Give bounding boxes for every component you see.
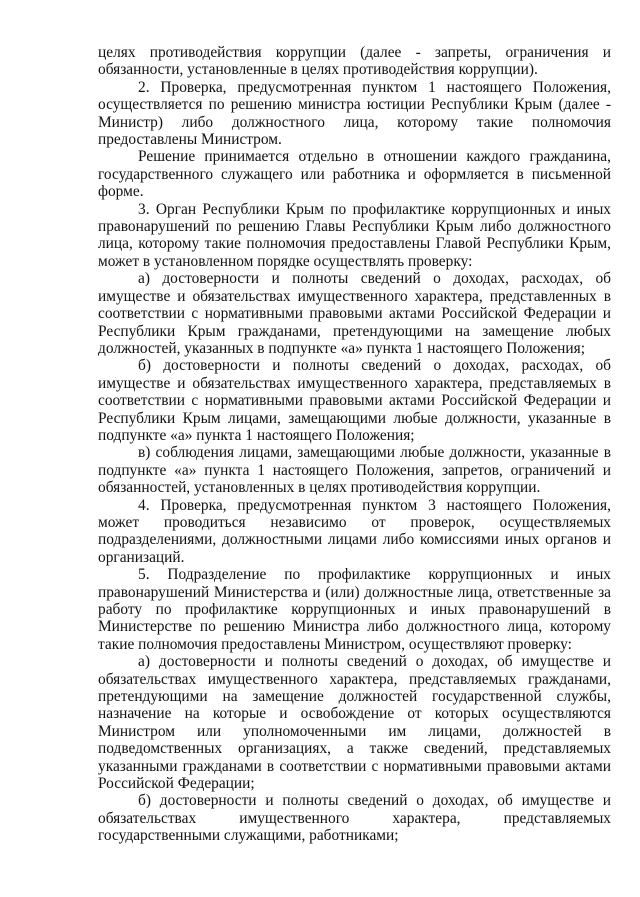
paragraph-item-3b: б) достоверности и полноты сведений о доходах, расходах, об имуществе и обязательствах имущественного характера, представляемых в соответствии с нормативными правовыми актами Российской Федерации и Республики Крым лицами, замещающими любые должности, указанные в подпункте «а» пункта 1 настоящего Положения; <box>98 357 611 444</box>
document-page <box>98 44 611 845</box>
paragraph-item-3a: а) достоверности и полноты сведений о доходах, расходах, об имуществе и обязательствах имущественного характера, представленных в соответствии с нормативными правовыми актами Российской Федерации и Республики Крым гражданами, претендующими на замещение любых должностей, указанных в подпункте «а» пункта 1 настоящего Положения; <box>98 270 611 357</box>
paragraph-item-3v: в) соблюдения лицами, замещающими любые должности, указанные в подпункте «а» пункта 1 настоящего Положения, запретов, ограничений и обязанностей, установленных в целях противодействия коррупции. <box>98 444 611 497</box>
paragraph-decision: Решение принимается отдельно в отношении каждого гражданина, государственного служащего или работника и оформляется в письменной форме. <box>98 148 611 201</box>
paragraph-item-3: 3. Орган Республики Крым по профилактике коррупционных и иных правонарушений по решению Главы Республики Крым либо должностного лица, которому такие полномочия предоставлены Главой Республики Крым, может в установленном порядке осуществлять проверку: <box>98 200 611 270</box>
paragraph-item-2: 2. Проверка, предусмотренная пунктом 1 настоящего Положения, осуществляется по решению министра юстиции Республики Крым (далее - Министр) либо должностного лица, которому такие полномочия предоставлены Министром. <box>98 78 611 149</box>
paragraph-continuation: целях противодействия коррупции (далее - запреты, ограничения и обязанности, установленные в целях противодействия коррупции). <box>98 44 611 79</box>
paragraph-item-5b: б) достоверности и полноты сведений о доходах, об имуществе и обязательствах имущественного характера, представляемых государственными служащими, работниками; <box>98 792 611 845</box>
paragraph-item-4: 4. Проверка, предусмотренная пунктом 3 настоящего Положения, может проводиться независимо от проверок, осуществляемых подразделениями, должностными лицами либо комиссиями иных органов и организаций. <box>98 496 611 566</box>
paragraph-item-5: 5. Подразделение по профилактике коррупционных и иных правонарушений Министерства и (или) должностные лица, ответственные за работу по профилактике коррупционных и иных правонарушений в Министерстве по решению Министра либо должностного лица, которому такие полномочия предоставлены Министром, осуществляют проверку: <box>98 566 611 653</box>
paragraph-item-5a: а) достоверности и полноты сведений о доходах, об имуществе и обязательствах имущественного характера, представляемых гражданами, претендующими на замещение должностей государственной службы, назначение на которые и освобождение от которых осуществляются Министром или уполномоченными им лицами, должностей в подведомственных организациях, а также сведений, представляемых указанными гражданами в соответствии с нормативными правовыми актами Российской Федерации; <box>98 653 611 793</box>
